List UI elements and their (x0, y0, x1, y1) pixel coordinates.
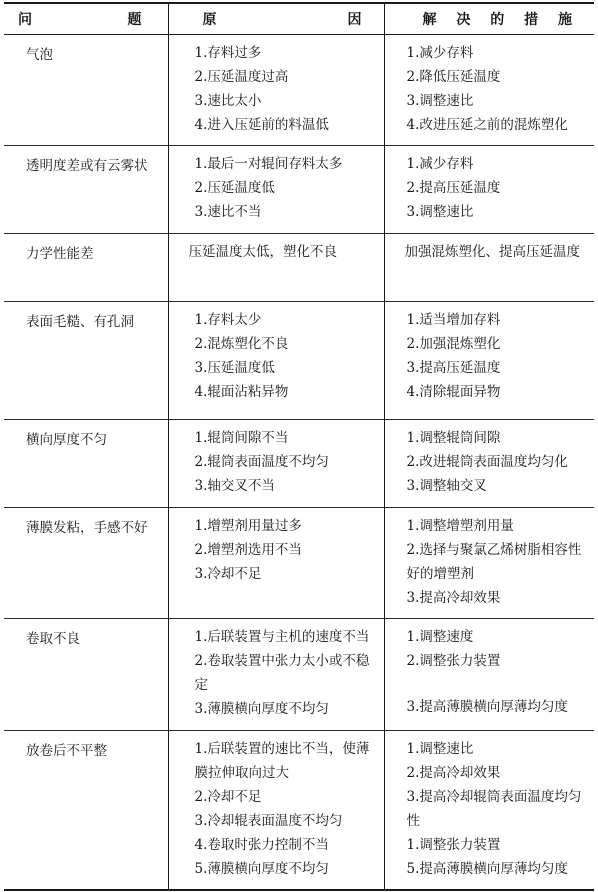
cause-item: 3.轴交叉不当 (194, 478, 275, 494)
cause-item: 1.最后一对辊间存料太多 (194, 156, 343, 172)
cause-cell (168, 619, 384, 731)
cause-item: 2.压延温度低 (194, 180, 275, 196)
cause-item: 1.后联装置的速比不当，使薄膜拉伸取向过大 (194, 741, 370, 781)
fix-item: 2.加强混炼塑化 (406, 336, 501, 352)
fix-item: 1.调整张力装置 (406, 837, 501, 853)
troubleshooting-table (4, 2, 594, 891)
cause-item: 2.卷取装置中张力太小或不稳定 (194, 653, 370, 693)
cause-item: 3.速比太小 (194, 93, 262, 109)
cause-item: 1.辊筒间隙不当 (194, 430, 289, 446)
header-fix-char: 措 (524, 12, 539, 28)
fix-item: 1.减少存料 (406, 45, 474, 61)
header-cause (168, 3, 384, 35)
fix-item: 1.适当增加存料 (406, 312, 501, 328)
fix-item: 4.改进压延之前的混炼塑化 (406, 117, 568, 133)
fix-item: 3.提高压延温度 (406, 360, 501, 376)
fix-item: 1.调整辊筒间隙 (406, 430, 501, 446)
cause-cell (168, 731, 384, 891)
cause-item: 1.后联装置与主机的速度不当 (194, 629, 370, 645)
cause-item: 3.速比不当 (194, 204, 262, 220)
fix-item: 2.改进辊筒表面温度均匀化 (406, 454, 568, 470)
cause-item: 2.辊筒表面温度不均匀 (194, 454, 329, 470)
table-row (4, 302, 594, 420)
table-row (4, 619, 594, 731)
fix-item: 3.提高冷却辊筒表面温度均匀性 (406, 789, 582, 829)
cause-item: 2.压延温度过高 (194, 69, 289, 85)
fix-cell (384, 420, 594, 508)
table-row (4, 508, 594, 619)
fix-item: 2.选择与聚氯乙烯树脂相容性好的增塑剂 (406, 542, 582, 582)
fix-cell (384, 731, 594, 891)
header-fix-char: 决 (456, 12, 471, 28)
problem-cell: 卷取不良 (4, 619, 168, 731)
header-cause-char: 原 (202, 12, 217, 28)
cause-cell (168, 146, 384, 234)
header-problem-char: 题 (127, 12, 142, 28)
fix-item: 2.提高压延温度 (406, 180, 501, 196)
header-fix-char: 解 (422, 12, 437, 28)
cause-item: 2.混炼塑化不良 (194, 336, 289, 352)
header-problem (4, 3, 168, 35)
cause-item: 4.进入压延前的料温低 (194, 117, 329, 133)
cause-item: 3.冷却不足 (194, 566, 262, 582)
problem-cell: 透明度差或有云雾状 (4, 146, 168, 234)
problem-cell: 表面毛糙、有孔洞 (4, 302, 168, 420)
header-problem-char: 问 (18, 12, 32, 28)
problem-cell: 力学性能差 (4, 234, 168, 302)
fix-item: 2.提高冷却效果 (406, 765, 501, 781)
problem-cell: 气泡 (4, 35, 168, 146)
table-row (4, 35, 594, 146)
header-fix (384, 3, 594, 35)
fix-item: 3.提高薄膜横向厚薄均匀度 (406, 699, 568, 715)
cause-cell (168, 35, 384, 146)
cause-item: 5.薄膜横向厚度不均匀 (194, 861, 329, 877)
cause-item: 3.薄膜横向厚度不均匀 (194, 701, 329, 717)
cause-item: 压延温度太低，塑化不良 (188, 244, 337, 260)
cause-item: 3.压延温度低 (194, 360, 275, 376)
fix-item: 3.提高冷却效果 (406, 590, 501, 606)
header-fix-char: 施 (558, 12, 572, 28)
header-row (4, 3, 594, 35)
fix-item: 4.清除辊面异物 (406, 384, 501, 400)
fix-cell (384, 302, 594, 420)
fix-item: 加强混炼塑化、提高压延温度 (404, 244, 580, 260)
cause-cell (168, 302, 384, 420)
fix-cell (384, 619, 594, 731)
fix-item: 3.调整速比 (406, 93, 474, 109)
fix-cell (384, 35, 594, 146)
fix-cell (384, 146, 594, 234)
fix-cell (384, 234, 594, 302)
fix-cell (384, 508, 594, 619)
table-row (4, 420, 594, 508)
problem-cell: 薄膜发粘，手感不好 (4, 508, 168, 619)
table-row (4, 234, 594, 302)
cause-cell (168, 234, 384, 302)
cause-item: 4.卷取时张力控制不当 (194, 837, 329, 853)
spacer (395, 673, 591, 695)
table-row (4, 731, 594, 891)
header-cause-char: 因 (347, 12, 362, 28)
cause-cell (168, 420, 384, 508)
fix-item: 3.调整轴交叉 (406, 478, 487, 494)
cause-item: 2.冷却不足 (194, 789, 262, 805)
cause-item: 3.冷却辊表面温度不均匀 (194, 813, 343, 829)
cause-item: 4.辊面沾粘异物 (194, 384, 289, 400)
fix-item: 3.调整速比 (406, 204, 474, 220)
table-row (4, 146, 594, 234)
problem-cell: 放卷后不平整 (4, 731, 168, 891)
cause-cell (168, 508, 384, 619)
fix-item: 1.调整速度 (406, 629, 474, 645)
cause-item: 1.存料过多 (194, 45, 262, 61)
fix-item: 5.提高薄膜横向厚薄均匀度 (406, 861, 568, 877)
problem-cell: 横向厚度不匀 (4, 420, 168, 508)
fix-item: 1.调整速比 (406, 741, 474, 757)
fix-item: 1.调整增塑剂用量 (406, 518, 514, 534)
cause-item: 1.增塑剂用量过多 (194, 518, 302, 534)
fix-item: 2.降低压延温度 (406, 69, 501, 85)
fix-item: 1.减少存料 (406, 156, 474, 172)
header-fix-char: 的 (490, 12, 505, 28)
cause-item: 2.增塑剂选用不当 (194, 542, 302, 558)
fix-item: 2.调整张力装置 (406, 653, 501, 669)
cause-item: 1.存料太少 (194, 312, 262, 328)
